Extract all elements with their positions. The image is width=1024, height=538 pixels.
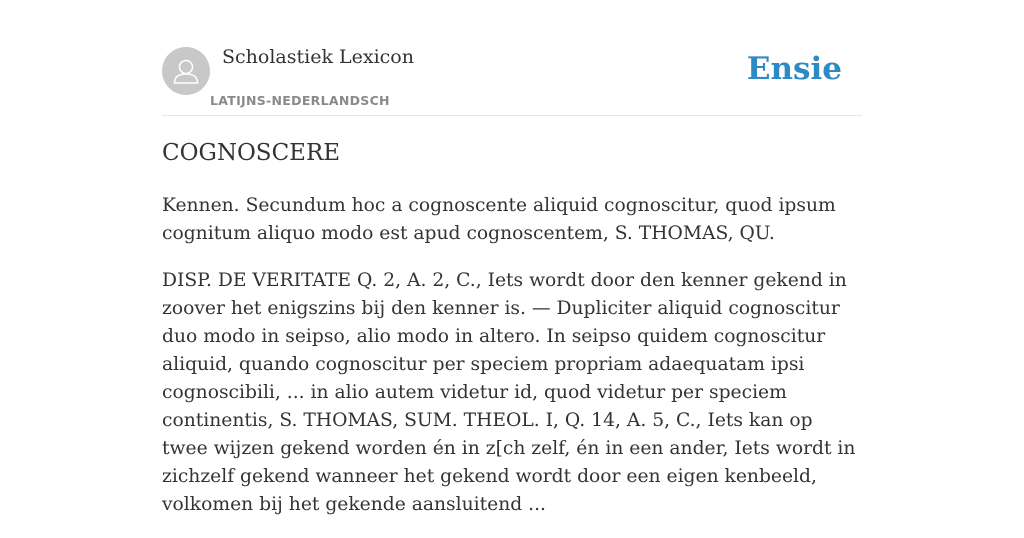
page-container	[162, 0, 862, 515]
brand-logo-link[interactable]: Ensie	[746, 51, 842, 87]
site-subtitle: LATIJNS-NEDERLANDSCH	[210, 93, 390, 108]
entry-paragraph: Kennen. Secundum hoc a cognoscente aliquid cognoscitur, quod ipsum cognitum aliquo modo est apud cognoscentem, S. THOMAS, QU.	[162, 195, 836, 244]
avatar[interactable]	[162, 47, 210, 95]
entry-body	[162, 192, 862, 538]
header	[162, 0, 862, 116]
site-title[interactable]: Scholastiek Lexicon	[222, 46, 414, 68]
user-icon	[162, 47, 210, 95]
entry-paragraph: DISP. DE VERITATE Q. 2, A. 2, C., Iets wordt door den kenner gekend in zoover het enigszins bij den kenner is. — Dupliciter aliquid cognoscitur duo modo in seipso, alio modo in altero. In seipso quidem cognoscitur aliquid, quando cognoscitur per speciem propriam adaequatam ipsi cognoscibili, ... in alio autem videtur id, quod videtur per speciem continentis, S. THOMAS, SUM. THEOL. I, Q. 14, A. 5, C., Iets kan op twee wijzen gekend worden én in z[ch zelf, én in een ander, Iets wordt in zichzelf gekend wanneer het gekend wordt door een eigen kenbeeld, volkomen bij het gekende aansluitend ...	[162, 270, 856, 515]
entry-title: COGNOSCERE	[162, 140, 341, 166]
